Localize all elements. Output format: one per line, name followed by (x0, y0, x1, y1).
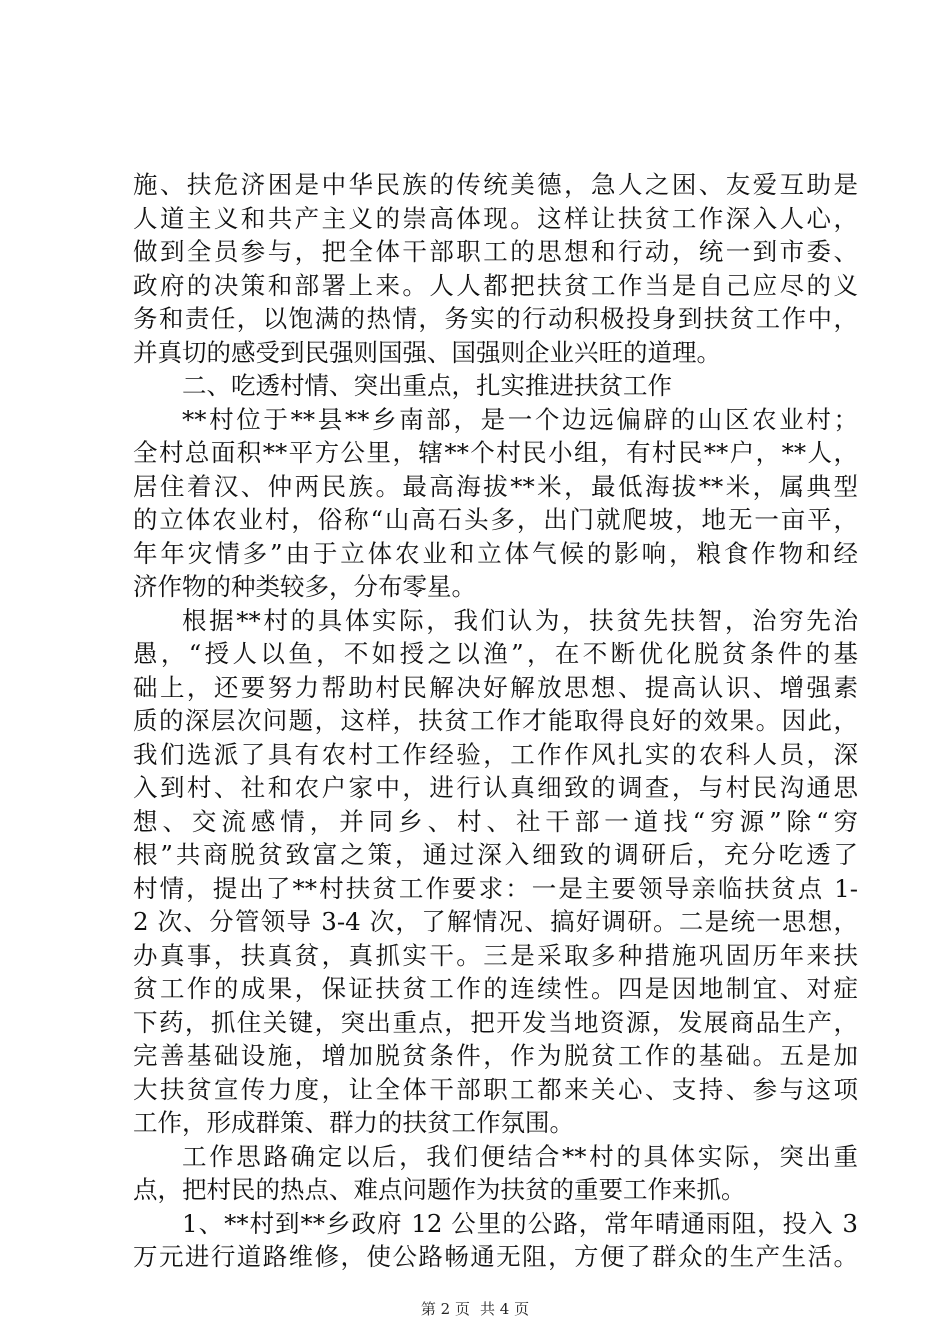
text-line: 的立体农业村，俗称“山高石头多，出门就爬坡，地无一亩平， (133, 505, 858, 534)
text-line: 政府的决策和部署上来。人人都把扶贫工作当是自己应尽的义 (133, 270, 858, 300)
text-line: 点，把村民的热点、难点问题作为扶贫的重要工作来抓。 (133, 1175, 746, 1204)
text-line: 办真事，扶真贫，真抓实干。三是采取多种措施巩固历年来扶 (133, 940, 858, 970)
page-total: 共 4 页 (480, 1300, 530, 1318)
text-line: 居住着汉、仲两民族。最高海拔**米，最低海拔**米，属典型 (133, 471, 858, 501)
text-line: 础上，还要努力帮助村民解决好解放思想、提高认识、增强素 (133, 672, 858, 702)
text-line: 村情，提出了**村扶贫工作要求：一是主要领导亲临扶贫点 1- (133, 873, 858, 903)
text-line: 质的深层次问题，这样，扶贫工作才能取得良好的效果。因此， (133, 706, 858, 735)
text-line: 全村总面积**平方公里，辖**个村民小组，有村民**户，**人， (133, 438, 858, 467)
text-line: 入到村、社和农户家中，进行认真细致的调查，与村民沟通思 (133, 773, 858, 802)
text-line: 施、扶危济困是中华民族的传统美德，急人之困、友爱互助是 (133, 170, 858, 199)
text-line: 工作，形成群策、群力的扶贫工作氛围。 (133, 1108, 574, 1137)
page-footer (0, 1298, 950, 1319)
text-line: 工作思路确定以后，我们便结合**村的具体实际，突出重 (182, 1141, 858, 1171)
text-line: 根”共商脱贫致富之策，通过深入细致的调研后，充分吃透了 (133, 840, 858, 869)
text-line: 万元进行道路维修，使公路畅通无阻，方便了群众的生产生活。 (133, 1242, 858, 1271)
text-line: 二、吃透村情、突出重点，扎实推进扶贫工作 (182, 371, 672, 400)
text-line: 贫工作的成果，保证扶贫工作的连续性。四是因地制宜、对症 (133, 974, 858, 1003)
text-line: 济作物的种类较多，分布零星。 (133, 572, 476, 601)
text-line: 根据**村的具体实际，我们认为，扶贫先扶智，治穷先治 (182, 605, 858, 635)
text-line: **村位于**县**乡南部，是一个边远偏辟的山区农业村； (182, 404, 858, 434)
text-line: 人道主义和共产主义的崇高体现。这样让扶贫工作深入人心， (133, 203, 858, 233)
text-line: 愚，“授人以鱼，不如授之以渔”，在不断优化脱贫条件的基 (133, 639, 858, 668)
text-line: 大扶贫宣传力度，让全体干部职工都来关心、支持、参与这项 (133, 1074, 858, 1104)
text-line: 并真切的感受到民强则国强、国强则企业兴旺的道理。 (133, 337, 721, 367)
text-line: 2 次、分管领导 3-4 次，了解情况、搞好调研。二是统一思想， (133, 907, 858, 936)
text-line: 年年灾情多”由于立体农业和立体气候的影响，粮食作物和经 (133, 538, 858, 568)
text-line: 想、交流感情，并同乡、村、社干部一道找“穷源”除“穷 (133, 806, 858, 836)
page-number: 第 2 页 (420, 1300, 470, 1318)
text-line: 做到全员参与，把全体干部职工的思想和行动，统一到市委、 (133, 237, 858, 266)
text-line: 我们选派了具有农村工作经验，工作作风扎实的农科人员，深 (133, 739, 858, 769)
text-line: 1、**村到**乡政府 12 公里的公路，常年晴通雨阻，投入 3 (182, 1208, 858, 1238)
text-line: 务和责任，以饱满的热情，务实的行动积极投身到扶贫工作中， (133, 304, 858, 333)
text-line: 完善基础设施，增加脱贫条件，作为脱贫工作的基础。五是加 (133, 1041, 858, 1070)
document-body (133, 168, 858, 1274)
text-line: 下药，抓住关键，突出重点，把开发当地资源，发展商品生产， (133, 1007, 858, 1037)
